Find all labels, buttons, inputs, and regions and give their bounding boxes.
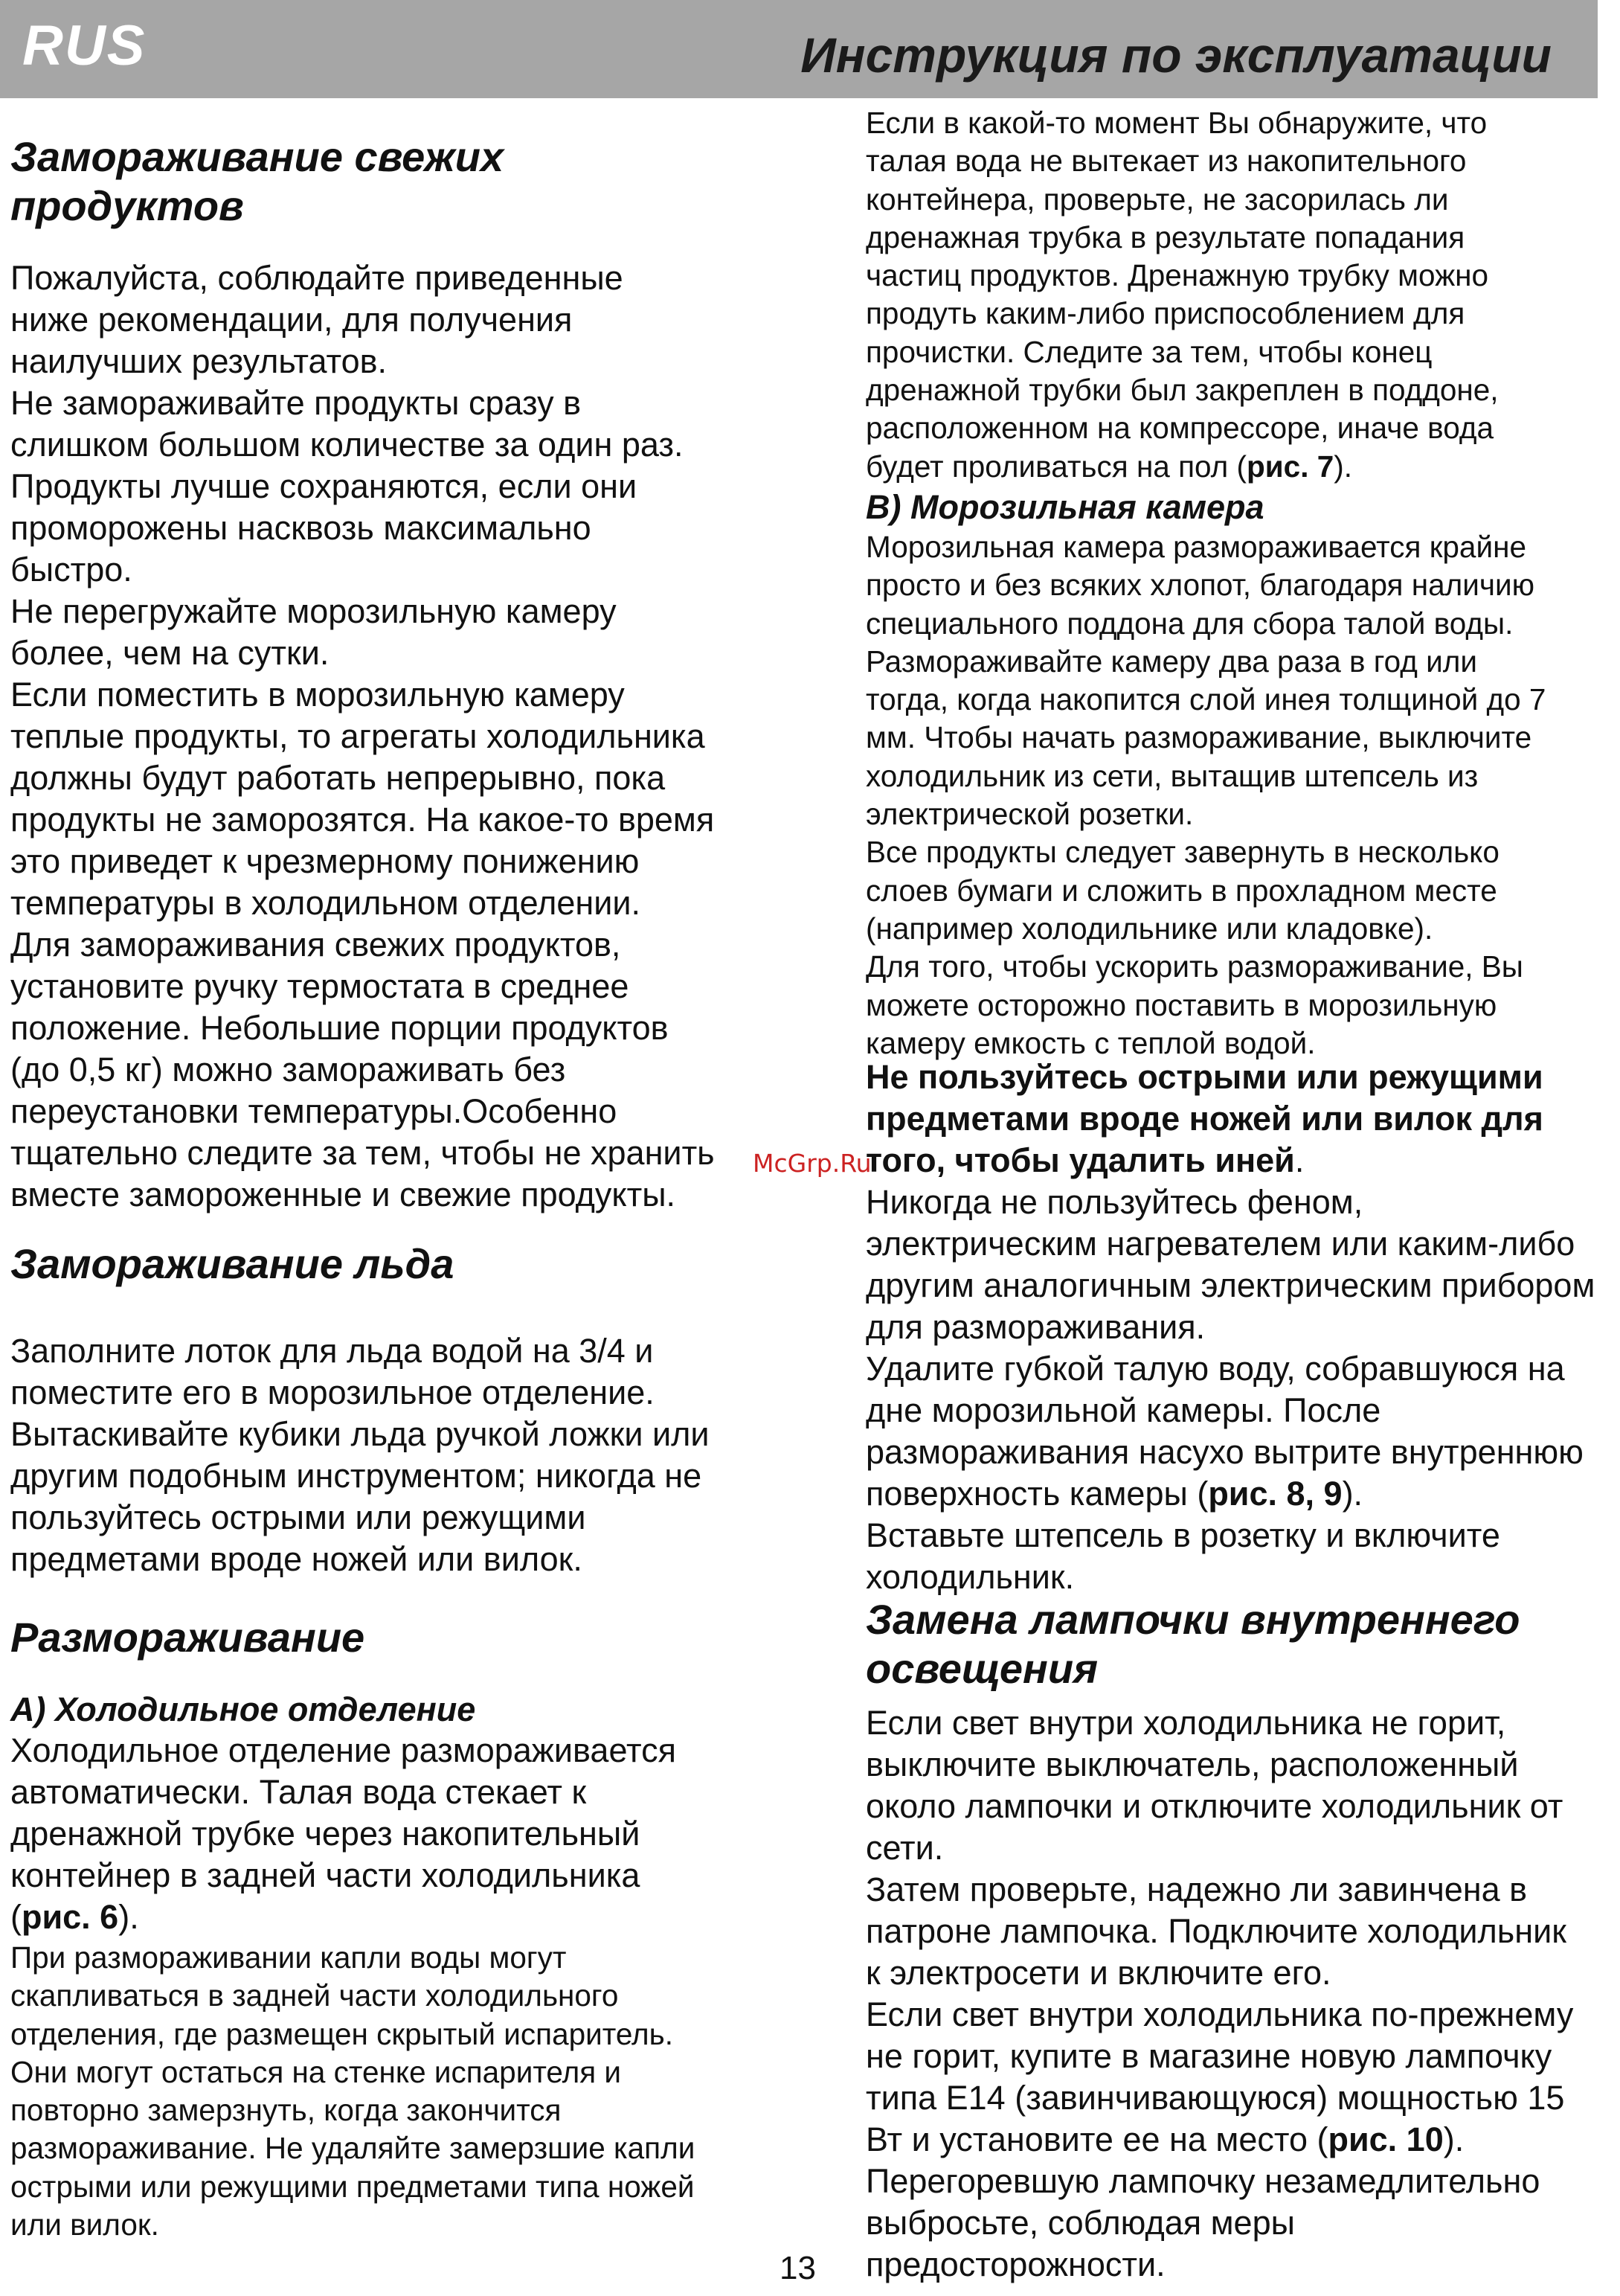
heading-freeze-fresh: Замораживание свежих продуктов [10,133,504,229]
freezer-defrost-text-3: Вставьте штепсель в розетку и включите холодильник. [866,1516,1500,1596]
freezer-warning: Не пользуйтесь острыми или режущими предметами вроде ножей или вилок для того, чтобы удалить иней. [866,1058,1543,1179]
page-header [0,0,1598,98]
fridge-defrost-text: Холодильное отделение размораживается автоматически. Талая вода стекает к дренажной трубке через накопительный контейнер в задней части холодильника (рис. 6). [10,1731,676,1936]
watermark: McGrp.Ru [753,1149,872,1178]
language-code: RUS [22,14,147,77]
subheading-fridge-compartment: А) Холодильное отделение [10,1690,476,1728]
heading-defrost: Размораживание [10,1614,365,1661]
lamp-text-2: Перегоревшую лампочку незамедлительно выбросьте, соблюдая меры предосторожности. [866,2162,1540,2283]
drain-text: Если в какой-то момент Вы обнаружите, что талая вода не вытекает из накопительного контейнера, проверьте, не засорилась ли дренажная трубка в результате попадания частиц продуктов. Дренажную трубку можно продуть каким-либо приспособлением для прочистки. Следите за тем, чтобы конец дренажной трубки был закреплен в поддоне, расположенном на компрессоре, иначе вода будет проливаться на пол (рис. 7). [866,106,1499,484]
freezer-defrost-text: Морозильная камера размораживается крайне просто и без всяких хлопот, благодаря наличию специального поддона для сбора талой воды. Размораживайте камеру два раза в год или тогда, когда накопится слой инея толщиной до 7 мм. Чтобы начать размораживание, выключите холодильник из сети, вытащив штепсель из электрической розетки. Все продукты следует завернуть в несколько слоев бумаги и сложить в прохладном месте (например холодильнике или кладовке). Для того, чтобы ускорить размораживание, Вы можете осторожно поставить в морозильную камеру емкость с теплой водой. [866,530,1546,1060]
fridge-defrost-note: При размораживании капли воды могут скапливаться в задней части холодильного отделения, где размещен скрытый испаритель. Они могут остаться на стенке испарителя и повторно замерзнуть, когда закончится размораживание. Не удаляйте замерзшие капли острыми или режущими предметами типа ножей или вилок. [10,1940,695,2242]
figure-ref: рис. 10 [1328,2120,1444,2158]
figure-ref: рис. 8, 9 [1208,1475,1343,1513]
freezer-defrost-text-2: Никогда не пользуйтесь феном, электрическим нагревателем или каким-либо другим аналогичным электрическим прибором для размораживания. Удалите губкой талую воду, собравшуюся на дне морозильной камеры. После размораживания насухо вытрите внутреннюю поверхность камеры (рис. 8, 9). [866,1183,1595,1513]
freeze-fresh-text: Пожалуйста, соблюдайте приведенные ниже рекомендации, для получения наилучших результатов. Не замораживайте продукты сразу в слишком большом количестве за один раз. Продукты лучше сохраняются, если они проморожены насквозь максимально быстро. Не перегружайте морозильную камеру более, чем на сутки. Если поместить в морозильную камеру теплые продукты, то агрегаты холодильника должны будут работать непрерывно, пока продукты не заморозятся. На какое-то время это приведет к чрезмерному понижению температуры в холодильном отделении. Для замораживания свежих продуктов, установите ручку термостата в среднее положение. Небольшие порции продуктов (до 0,5 кг) можно замораживать без переустановки температуры.Особенно тщательно следите за тем, чтобы не хранить вместе замороженные и свежие продукты. [10,259,715,1213]
heading-freeze-ice: Замораживание льда [10,1240,454,1287]
figure-ref: рис. 6 [22,1898,119,1936]
figure-ref: рис. 7 [1247,449,1334,484]
freeze-ice-text: Заполните лоток для льда водой на 3/4 и поместите его в морозильное отделение. Вытаскивайте кубики льда ручкой ложки или другим подобным инструментом; никогда не пользуйтесь острыми или режущими предметами вроде ножей или вилок. [10,1332,710,1578]
subheading-freezer: В) Морозильная камера [866,488,1264,526]
heading-lamp-replacement: Замена лампочки внутреннего освещения [866,1596,1520,1692]
header-title: Инструкция по эксплуатации [800,28,1552,83]
page-number: 13 [780,2250,816,2286]
lamp-text: Если свет внутри холодильника не горит, выключите выключатель, расположенный около лампочки и отключите холодильник от сети. Затем проверьте, надежно ли завинчена в патроне лампочка. Подключите холодильник к электросети и включите его. Если свет внутри холодильника по-прежнему не горит, купите в магазине новую лампочку типа Е14 (завинчивающуюся) мощностью 15 Вт и установите ее на место (рис. 10). [866,1704,1574,2158]
